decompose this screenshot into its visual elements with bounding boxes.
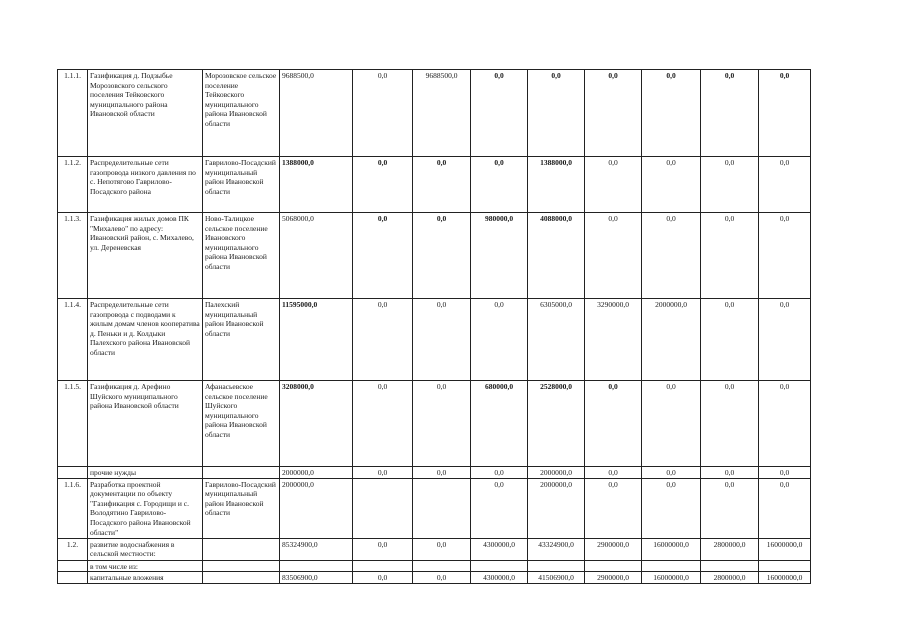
row-code: 1.1.5. — [58, 381, 88, 467]
row-value: 0,0 — [471, 467, 528, 479]
row-value: 0,0 — [759, 478, 811, 538]
row-value: 0,0 — [471, 478, 528, 538]
table-row — [58, 560, 811, 572]
row-code — [58, 560, 88, 572]
row-value: 0,0 — [759, 381, 811, 467]
row-value: 0,0 — [528, 70, 585, 157]
row-value: 2000000,0 — [280, 467, 353, 479]
row-value: 43324900,0 — [528, 538, 585, 560]
row-name: развитие водоснабжения в сельской местности: — [88, 538, 203, 560]
row-value: 0,0 — [642, 70, 701, 157]
row-value: 1388000,0 — [280, 157, 353, 213]
table-row — [58, 381, 811, 467]
row-value: 0,0 — [471, 157, 528, 213]
row-value: 0,0 — [413, 538, 471, 560]
row-value: 680000,0 — [471, 381, 528, 467]
row-value — [353, 478, 413, 538]
row-value: 2528000,0 — [528, 381, 585, 467]
table-row — [58, 157, 811, 213]
row-value: 0,0 — [759, 157, 811, 213]
row-value: 0,0 — [701, 213, 759, 299]
row-value: 0,0 — [642, 381, 701, 467]
row-value — [413, 478, 471, 538]
row-executor: Ново-Талицкое сельское поселение Ивановского муниципального района Ивановской области — [203, 213, 280, 299]
row-value: 0,0 — [413, 157, 471, 213]
row-value — [471, 560, 528, 572]
row-value: 0,0 — [642, 157, 701, 213]
row-code: 1.1.6. — [58, 478, 88, 538]
row-value: 0,0 — [701, 299, 759, 381]
row-value: 0,0 — [353, 572, 413, 584]
row-value: 0,0 — [353, 538, 413, 560]
row-value: 2800000,0 — [701, 572, 759, 584]
row-value — [353, 560, 413, 572]
row-value: 41506900,0 — [528, 572, 585, 584]
row-code: 1.1.3. — [58, 213, 88, 299]
row-value: 16000000,0 — [642, 572, 701, 584]
row-name: Газификация д. Арефино Шуйского муниципального района Ивановской области — [88, 381, 203, 467]
row-value: 4300000,0 — [471, 538, 528, 560]
row-executor — [203, 538, 280, 560]
row-value: 0,0 — [701, 381, 759, 467]
row-value: 2000000,0 — [642, 299, 701, 381]
row-value — [701, 560, 759, 572]
row-code: 1.2. — [58, 538, 88, 560]
row-value: 2000000,0 — [528, 478, 585, 538]
row-value: 9688500,0 — [413, 70, 471, 157]
row-value: 0,0 — [642, 478, 701, 538]
row-executor: Афанасьевское сельское поселение Шуйского муниципального района Ивановской области — [203, 381, 280, 467]
budget-table — [57, 69, 811, 584]
row-value: 0,0 — [701, 467, 759, 479]
row-value: 4088000,0 — [528, 213, 585, 299]
row-code — [58, 572, 88, 584]
row-executor: Гаврилово-Посадский муниципальный район Ивановской области — [203, 478, 280, 538]
row-value — [585, 560, 642, 572]
row-value: 0,0 — [471, 70, 528, 157]
row-name: прочие нужды — [88, 467, 203, 479]
row-executor — [203, 560, 280, 572]
row-value: 85324900,0 — [280, 538, 353, 560]
row-value: 980000,0 — [471, 213, 528, 299]
row-value: 16000000,0 — [642, 538, 701, 560]
row-value — [759, 560, 811, 572]
row-name: в том числе из: — [88, 560, 203, 572]
row-value: 3208000,0 — [280, 381, 353, 467]
row-value: 0,0 — [585, 381, 642, 467]
row-name: Распределительные сети газопровода с подводами к жилым домам членов кооператива д. Пеньки и д. Колдыки Палехского района Ивановской области — [88, 299, 203, 381]
row-value: 0,0 — [585, 467, 642, 479]
row-value: 0,0 — [585, 213, 642, 299]
row-value: 0,0 — [353, 213, 413, 299]
row-value — [413, 560, 471, 572]
row-code: 1.1.4. — [58, 299, 88, 381]
row-value: 4300000,0 — [471, 572, 528, 584]
row-value: 0,0 — [471, 299, 528, 381]
row-executor: Палехский муниципальный район Ивановской области — [203, 299, 280, 381]
row-value: 0,0 — [353, 299, 413, 381]
row-value — [642, 560, 701, 572]
row-code: 1.1.2. — [58, 157, 88, 213]
row-name: Газификация жилых домов ПК "Михалево" по адресу: Ивановский район, с. Михалево, ул. Дереневская — [88, 213, 203, 299]
row-value: 0,0 — [585, 157, 642, 213]
row-value: 0,0 — [413, 572, 471, 584]
row-value: 3290000,0 — [585, 299, 642, 381]
row-value: 5068000,0 — [280, 213, 353, 299]
row-value: 2000000,0 — [280, 478, 353, 538]
row-value: 1388000,0 — [528, 157, 585, 213]
row-value: 9688500,0 — [280, 70, 353, 157]
table-row — [58, 572, 811, 584]
row-value: 0,0 — [759, 213, 811, 299]
row-value: 0,0 — [759, 299, 811, 381]
row-value: 16000000,0 — [759, 572, 811, 584]
row-value: 0,0 — [413, 467, 471, 479]
row-value: 0,0 — [585, 70, 642, 157]
table-row — [58, 213, 811, 299]
row-value: 2900000,0 — [585, 572, 642, 584]
row-value: 2800000,0 — [701, 538, 759, 560]
row-executor — [203, 572, 280, 584]
row-value: 0,0 — [642, 467, 701, 479]
table-row — [58, 467, 811, 479]
row-value: 0,0 — [413, 299, 471, 381]
row-value: 0,0 — [701, 70, 759, 157]
row-value — [528, 560, 585, 572]
row-value: 0,0 — [413, 213, 471, 299]
row-code — [58, 467, 88, 479]
table-row — [58, 538, 811, 560]
row-value: 0,0 — [701, 157, 759, 213]
row-executor: Морозовское сельское поселение Тейковского муниципального района Ивановской области — [203, 70, 280, 157]
table-row — [58, 299, 811, 381]
row-name: Распределительные сети газопровода низкого давления по с. Непотягово Гаврилово-Посадского района — [88, 157, 203, 213]
row-name: капитальные вложения — [88, 572, 203, 584]
row-value: 0,0 — [353, 157, 413, 213]
row-value: 0,0 — [353, 381, 413, 467]
table-row — [58, 70, 811, 157]
row-name: Разработка проектной документации по объекту "Газификация с. Городищи и с. Володятино Гаврилово-Посадского района Ивановской области" — [88, 478, 203, 538]
row-value: 83506900,0 — [280, 572, 353, 584]
row-value: 0,0 — [759, 467, 811, 479]
row-value: 0,0 — [585, 478, 642, 538]
table-row — [58, 478, 811, 538]
row-value: 2000000,0 — [528, 467, 585, 479]
row-value: 11595000,0 — [280, 299, 353, 381]
row-value: 16000000,0 — [759, 538, 811, 560]
row-value: 0,0 — [642, 213, 701, 299]
row-name: Газификация д. Подзыбье Морозовского сельского поселения Тейковского муниципального района Ивановской области — [88, 70, 203, 157]
row-value: 2900000,0 — [585, 538, 642, 560]
table-body — [58, 70, 811, 584]
row-value: 0,0 — [353, 70, 413, 157]
row-value: 0,0 — [413, 381, 471, 467]
row-value: 0,0 — [701, 478, 759, 538]
row-value: 0,0 — [353, 467, 413, 479]
row-code: 1.1.1. — [58, 70, 88, 157]
row-value: 6305000,0 — [528, 299, 585, 381]
row-value — [280, 560, 353, 572]
row-value: 0,0 — [759, 70, 811, 157]
row-executor: Гаврилово-Посадский муниципальный район Ивановской области — [203, 157, 280, 213]
row-executor — [203, 467, 280, 479]
